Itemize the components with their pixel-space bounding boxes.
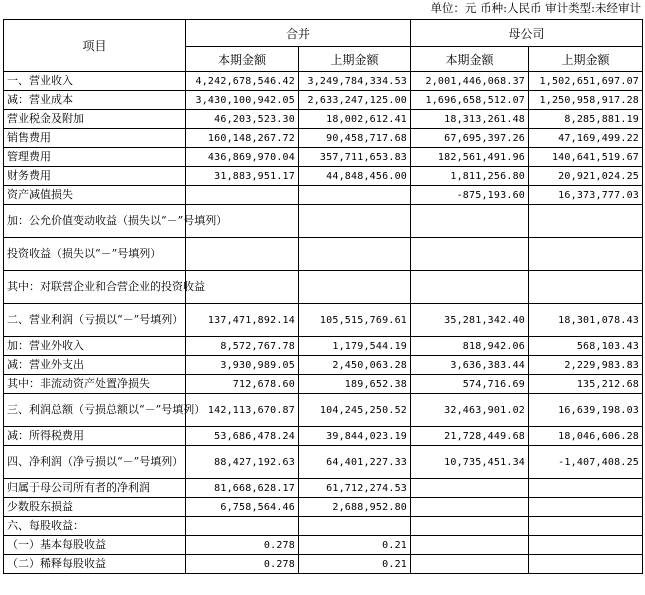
parent-current-value — [411, 205, 529, 238]
consolidated-previous-value: 357,711,653.83 — [299, 148, 411, 167]
parent-current-value: 3,636,383.44 — [411, 356, 529, 375]
row-label: 六、每股收益： — [4, 517, 186, 536]
consolidated-current-value: 436,869,970.04 — [186, 148, 299, 167]
table-row — [4, 148, 643, 167]
consolidated-current-value: 46,203,523.30 — [186, 110, 299, 129]
row-label: 其中：对联营企业和合营企业的投资收益 — [4, 271, 186, 304]
consolidated-current-value: 4,242,678,546.42 — [186, 72, 299, 91]
consolidated-previous-value: 18,002,612.41 — [299, 110, 411, 129]
row-label: 一、营业收入 — [4, 72, 186, 91]
consolidated-current-value: 3,930,989.05 — [186, 356, 299, 375]
consolidated-group-header: 合并 — [186, 20, 411, 47]
parent-current-value: 818,942.06 — [411, 337, 529, 356]
table-row — [4, 110, 643, 129]
row-label: 减：营业成本 — [4, 91, 186, 110]
row-label: 加：公允价值变动收益（损失以“－”号填列） — [4, 205, 186, 238]
parent-current-value — [411, 555, 529, 574]
consolidated-current-value: 0.278 — [186, 555, 299, 574]
parent-current-value: 10,735,451.34 — [411, 446, 529, 479]
consolidated-previous-value: 39,844,023.19 — [299, 427, 411, 446]
consolidated-previous-value: 2,450,063.28 — [299, 356, 411, 375]
table-row — [4, 72, 643, 91]
table-row — [4, 271, 643, 304]
parent-previous-value: 140,641,519.67 — [529, 148, 643, 167]
table-row — [4, 356, 643, 375]
row-label: 少数股东损益 — [4, 498, 186, 517]
income-statement-table — [3, 19, 643, 574]
parent-current-value: 35,281,342.40 — [411, 304, 529, 337]
consolidated-current-value: 142,113,670.87 — [186, 394, 299, 427]
consolidated-previous-value: 2,688,952.80 — [299, 498, 411, 517]
consolidated-previous-value: 2,633,247,125.00 — [299, 91, 411, 110]
table-row — [4, 129, 643, 148]
row-label: 销售费用 — [4, 129, 186, 148]
parent-previous-value — [529, 479, 643, 498]
parent-current-value: 67,695,397.26 — [411, 129, 529, 148]
parent-previous-value — [529, 517, 643, 536]
parent-previous-value: -1,407,408.25 — [529, 446, 643, 479]
parent-current-value: 32,463,901.02 — [411, 394, 529, 427]
table-row — [4, 427, 643, 446]
row-label: 二、营业利润（亏损以“－”号填列） — [4, 304, 186, 337]
parent-company-group-header: 母公司 — [411, 20, 643, 47]
table-row — [4, 498, 643, 517]
consolidated-current-value — [186, 186, 299, 205]
consolidated-current-value: 81,668,628.17 — [186, 479, 299, 498]
parent-previous-value — [529, 205, 643, 238]
row-label: 其中：非流动资产处置净损失 — [4, 375, 186, 394]
table-row — [4, 517, 643, 536]
row-label: 四、净利润（净亏损以“－”号填列） — [4, 446, 186, 479]
consolidated-current-value: 0.278 — [186, 536, 299, 555]
consolidated-previous-value: 61,712,274.53 — [299, 479, 411, 498]
row-label: 财务费用 — [4, 167, 186, 186]
consolidated-current-value: 160,148,267.72 — [186, 129, 299, 148]
statement-body — [4, 72, 643, 574]
table-row — [4, 394, 643, 427]
row-label: （二）稀释每股收益 — [4, 555, 186, 574]
unit-currency-line: 单位：元 币种:人民币 审计类型:未经审计 — [430, 1, 641, 15]
parent-previous-value: 2,229,983.83 — [529, 356, 643, 375]
item-column-header: 项目 — [4, 20, 186, 72]
row-label: 减：所得税费用 — [4, 427, 186, 446]
parent-previous-value — [529, 555, 643, 574]
consolidated-current-value: 31,883,951.17 — [186, 167, 299, 186]
table-row — [4, 238, 643, 271]
row-label: 资产减值损失 — [4, 186, 186, 205]
consolidated-previous-value — [299, 205, 411, 238]
row-label: 营业税金及附加 — [4, 110, 186, 129]
consolidated-current-value: 137,471,892.14 — [186, 304, 299, 337]
header-row-groups — [4, 20, 643, 47]
table-row — [4, 536, 643, 555]
consolidated-previous-value: 0.21 — [299, 555, 411, 574]
consolidated-current-value: 712,678.60 — [186, 375, 299, 394]
consolidated-current-value: 8,572,767.78 — [186, 337, 299, 356]
consolidated-previous-value — [299, 186, 411, 205]
consolidated-current-value: 88,427,192.63 — [186, 446, 299, 479]
parent-current-value — [411, 536, 529, 555]
row-label: 加：营业外收入 — [4, 337, 186, 356]
consolidated-previous-value: 104,245,250.52 — [299, 394, 411, 427]
consolidated-current-value — [186, 238, 299, 271]
parent-current-value — [411, 517, 529, 536]
parent-previous-value: 16,373,777.03 — [529, 186, 643, 205]
parent-previous-header: 上期金额 — [529, 47, 643, 72]
consolidated-previous-value: 189,652.38 — [299, 375, 411, 394]
consolidated-current-value — [186, 517, 299, 536]
parent-previous-value: 1,250,958,917.28 — [529, 91, 643, 110]
parent-previous-value: 568,103.43 — [529, 337, 643, 356]
consolidated-previous-value — [299, 517, 411, 536]
parent-previous-value — [529, 498, 643, 517]
consolidated-previous-value: 44,848,456.00 — [299, 167, 411, 186]
table-row — [4, 167, 643, 186]
parent-current-value — [411, 238, 529, 271]
consolidated-previous-header: 上期金额 — [299, 47, 411, 72]
table-row — [4, 479, 643, 498]
row-label: 归属于母公司所有者的净利润 — [4, 479, 186, 498]
parent-previous-value: 16,639,198.03 — [529, 394, 643, 427]
parent-current-value: -875,193.60 — [411, 186, 529, 205]
parent-previous-value: 20,921,024.25 — [529, 167, 643, 186]
parent-previous-value: 8,285,881.19 — [529, 110, 643, 129]
parent-previous-value — [529, 238, 643, 271]
parent-current-value: 2,001,446,068.37 — [411, 72, 529, 91]
consolidated-previous-value: 1,179,544.19 — [299, 337, 411, 356]
table-row — [4, 337, 643, 356]
row-label: （一）基本每股收益 — [4, 536, 186, 555]
consolidated-previous-value: 105,515,769.61 — [299, 304, 411, 337]
parent-current-header: 本期金额 — [411, 47, 529, 72]
parent-previous-value: 47,169,499.22 — [529, 129, 643, 148]
consolidated-previous-value — [299, 271, 411, 304]
table-row — [4, 555, 643, 574]
parent-previous-value: 18,301,078.43 — [529, 304, 643, 337]
parent-current-value — [411, 479, 529, 498]
consolidated-current-value: 3,430,100,942.05 — [186, 91, 299, 110]
consolidated-previous-value: 3,249,784,334.53 — [299, 72, 411, 91]
row-label: 三、利润总额（亏损总额以“－”号填列） — [4, 394, 186, 427]
parent-current-value: 182,561,491.96 — [411, 148, 529, 167]
table-row — [4, 91, 643, 110]
parent-previous-value: 1,502,651,697.07 — [529, 72, 643, 91]
row-label: 投资收益（损失以“－”号填列） — [4, 238, 186, 271]
parent-previous-value: 135,212.68 — [529, 375, 643, 394]
parent-current-value: 21,728,449.68 — [411, 427, 529, 446]
table-row — [4, 375, 643, 394]
consolidated-previous-value — [299, 238, 411, 271]
table-row — [4, 304, 643, 337]
parent-previous-value — [529, 536, 643, 555]
parent-previous-value — [529, 271, 643, 304]
consolidated-previous-value: 0.21 — [299, 536, 411, 555]
table-row — [4, 446, 643, 479]
row-label: 管理费用 — [4, 148, 186, 167]
parent-current-value — [411, 498, 529, 517]
parent-current-value: 1,811,256.80 — [411, 167, 529, 186]
parent-current-value: 18,313,261.48 — [411, 110, 529, 129]
consolidated-previous-value: 90,458,717.68 — [299, 129, 411, 148]
consolidated-previous-value: 64,401,227.33 — [299, 446, 411, 479]
parent-current-value: 1,696,658,512.07 — [411, 91, 529, 110]
table-row — [4, 186, 643, 205]
consolidated-current-header: 本期金额 — [186, 47, 299, 72]
row-label: 减：营业外支出 — [4, 356, 186, 375]
parent-current-value — [411, 271, 529, 304]
consolidated-current-value: 53,686,478.24 — [186, 427, 299, 446]
table-row — [4, 205, 643, 238]
parent-current-value: 574,716.69 — [411, 375, 529, 394]
parent-previous-value: 18,046,606.28 — [529, 427, 643, 446]
consolidated-current-value: 6,758,564.46 — [186, 498, 299, 517]
